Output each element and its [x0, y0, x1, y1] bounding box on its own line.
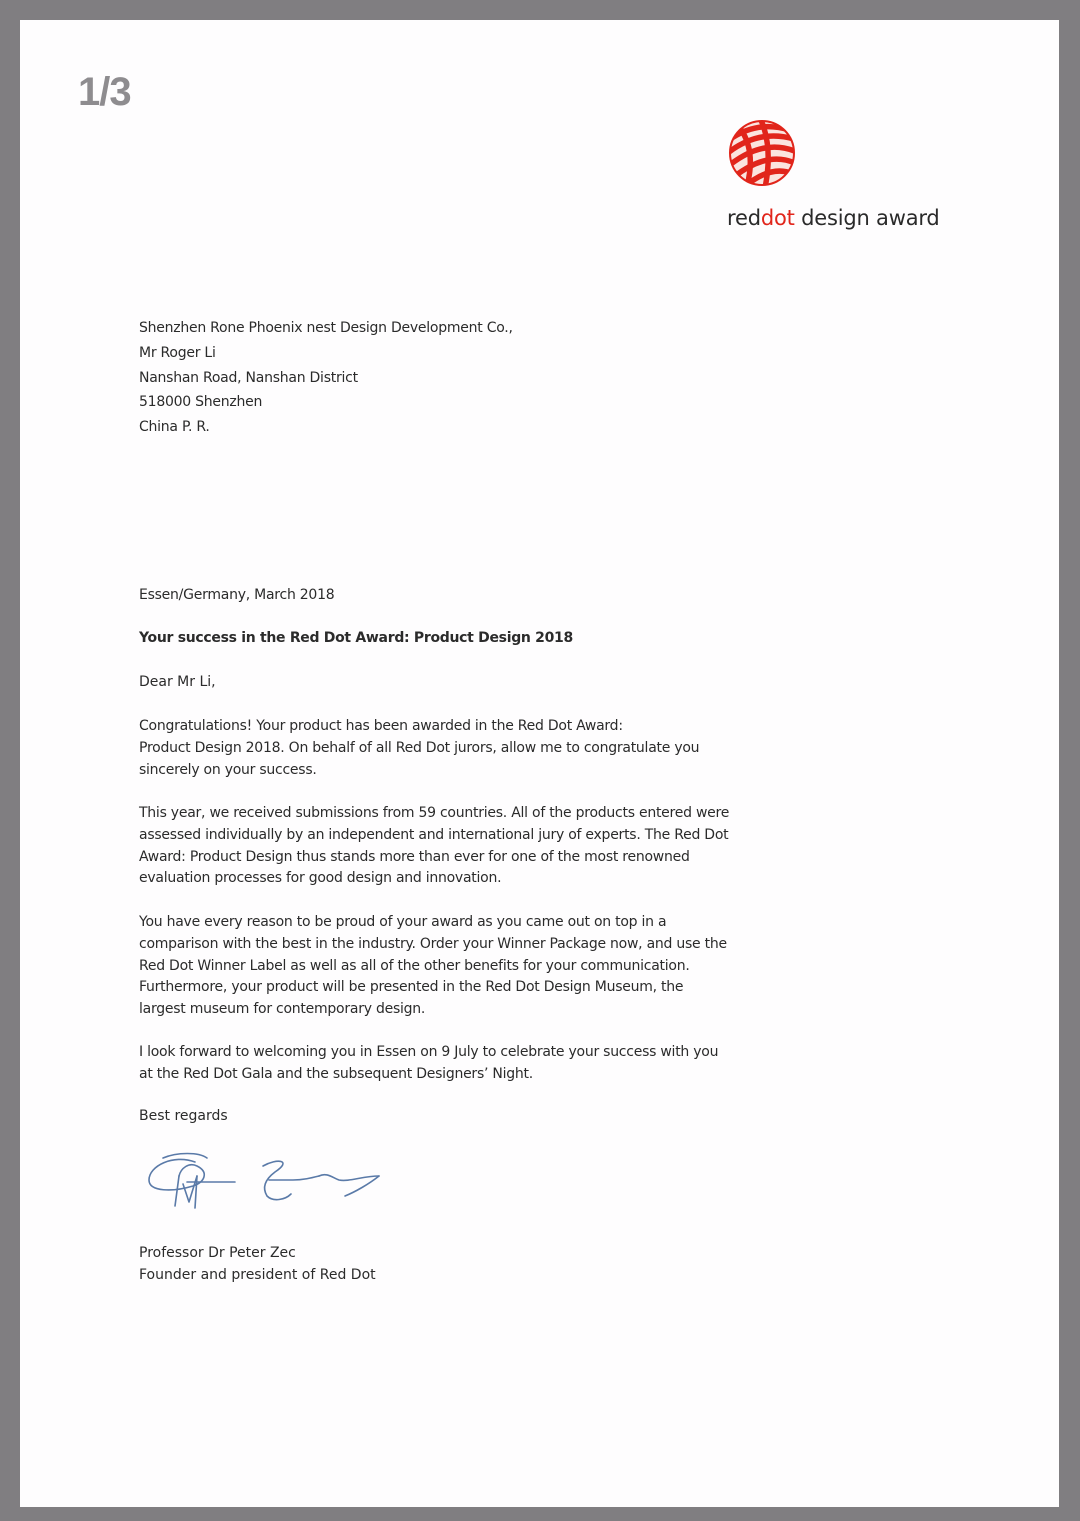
signer-title: Founder and president of Red Dot	[139, 1267, 376, 1283]
recipient-country: China P. R.	[139, 419, 210, 436]
paragraph-line: Red Dot Winner Label as well as all of the other benefits for your communication.	[139, 957, 690, 974]
letter-salutation: Dear Mr Li,	[139, 674, 216, 690]
logo-text-design-award: design award	[794, 206, 940, 230]
handwritten-signature-icon	[143, 1146, 383, 1226]
paragraph-line: largest museum for contemporary design.	[139, 1001, 426, 1018]
logo-wordmark	[727, 206, 940, 230]
letter-date: Essen/Germany, March 2018	[139, 587, 335, 603]
paragraph-line: This year, we received submissions from 59 countries. All of the products entered were	[139, 805, 730, 821]
recipient-address	[139, 316, 759, 440]
reddot-logo	[725, 118, 940, 238]
paragraph-line: Congratulations! Your product has been awarded in the Red Dot Award:	[139, 718, 623, 734]
page-counter: 1/3	[78, 70, 131, 114]
signer-block	[139, 1242, 376, 1286]
recipient-name: Mr Roger Li	[139, 344, 216, 361]
paragraph-winner-package	[139, 912, 739, 1021]
paragraph-line: You have every reason to be proud of your award as you came out on top in a	[139, 914, 667, 930]
recipient-company: Shenzhen Rone Phoenix nest Design Development Co.,	[139, 320, 513, 336]
paragraph-line: evaluation processes for good design and innovation.	[139, 870, 502, 887]
document-page	[20, 20, 1059, 1507]
signer-name: Professor Dr Peter Zec	[139, 1245, 296, 1261]
paragraph-line: I look forward to welcoming you in Essen on 9 July to celebrate your success with you	[139, 1044, 719, 1060]
paragraph-line: Award: Product Design thus stands more than ever for one of the most renowned	[139, 848, 690, 865]
paragraph-line: Product Design 2018. On behalf of all Red Dot jurors, allow me to congratulate you	[139, 739, 700, 756]
red-dot-sphere-icon	[727, 118, 797, 188]
letter-closing: Best regards	[139, 1108, 228, 1124]
paragraph-line: sincerely on your success.	[139, 761, 317, 778]
paragraph-congratulations	[139, 716, 739, 781]
paragraph-line: Furthermore, your product will be presented in the Red Dot Design Museum, the	[139, 979, 684, 996]
logo-text-dot: dot	[760, 206, 795, 230]
logo-text-red: red	[727, 206, 761, 230]
paragraph-line: at the Red Dot Gala and the subsequent Designers’ Night.	[139, 1065, 533, 1082]
paragraph-gala-invitation	[139, 1042, 739, 1086]
paragraph-submissions	[139, 803, 739, 890]
letter-body	[139, 316, 759, 1283]
recipient-street: Nanshan Road, Nanshan District	[139, 369, 358, 386]
paragraph-line: comparison with the best in the industry. Order your Winner Package now, and use the	[139, 935, 727, 952]
letter-subject: Your success in the Red Dot Award: Product Design 2018	[139, 630, 573, 646]
recipient-city: 518000 Shenzhen	[139, 394, 263, 411]
paragraph-line: assessed individually by an independent and international jury of experts. The Red Dot	[139, 826, 729, 843]
